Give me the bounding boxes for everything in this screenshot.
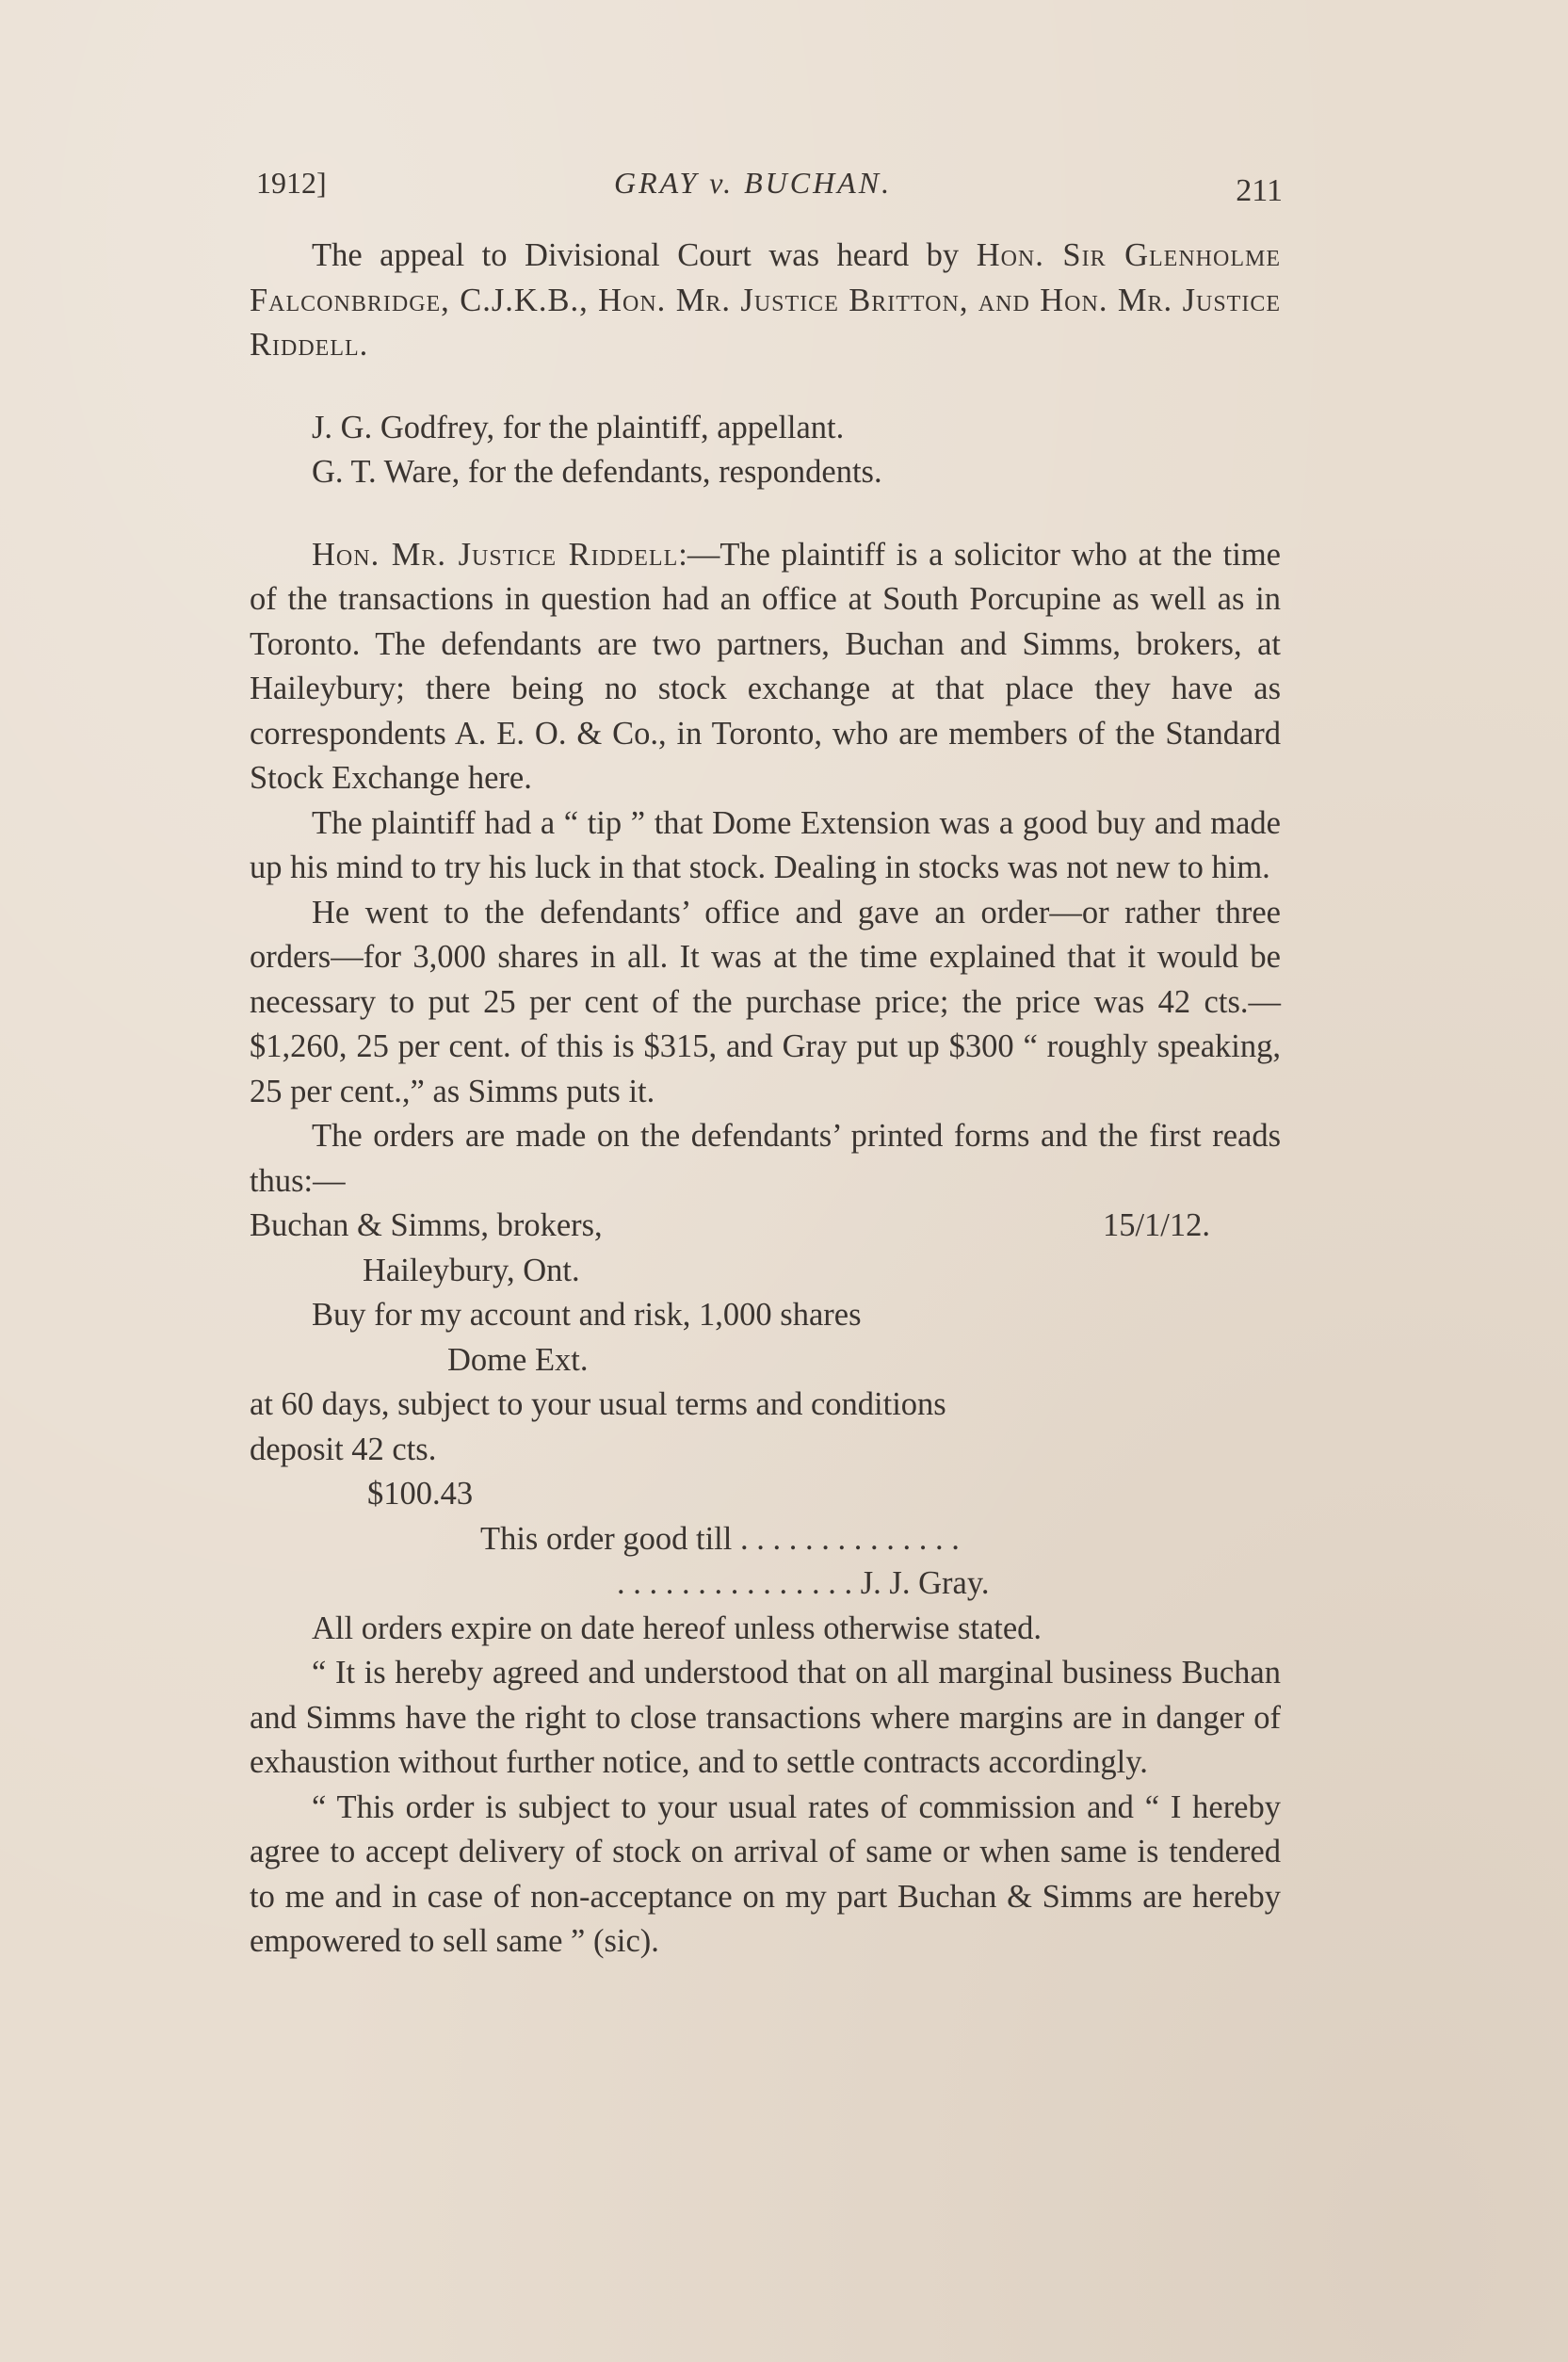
closing-paragraph-1: All orders expire on date hereof unless otherwise stated.	[312, 1610, 1043, 1646]
page-number: 211	[1236, 173, 1283, 208]
order-signature: . . . . . . . . . . . . . . . J. J. Gray.	[617, 1565, 990, 1601]
closing-paragraph-2: “ It is hereby agreed and understood that on all marginal business Buchan and Simms have the right to close transactions where margins are in danger of exhaustion without further notice, and to settle contracts accordingly.	[250, 1655, 1281, 1780]
court-paragraph-prefix: The appeal to Divisional Court was heard by	[312, 237, 977, 273]
counsel-defendants: G. T. Ware, for the defendants, respondents.	[312, 454, 882, 490]
order-location: Haileybury, Ont.	[363, 1252, 580, 1288]
body-text	[250, 234, 1281, 1965]
judgment-paragraph-1-text: :—The plaintiff is a solicitor who at the time of the transactions in question had an office at South Porcupine as well as in Toronto. The defendants are two partners, Buchan and Simms, brokers, at Haileybury; there being no stock exchange at that place they have as correspondents A. E. O. & Co., in Toronto, who are members of the Standard Stock Exchange here.	[250, 536, 1281, 796]
order-instruction: Buy for my account and risk, 1,000 shares	[312, 1297, 862, 1333]
judgment-paragraph-1	[250, 533, 1281, 801]
judgment-paragraph-4: The orders are made on the defendants’ printed forms and the first reads thus:—	[250, 1118, 1281, 1199]
order-amount: $100.43	[367, 1476, 474, 1512]
court-judges: Hon. Sir Glenholme Falconbridge, C.J.K.B., Hon. Mr. Justice Britton, and Hon. Mr. Justice Riddell.	[250, 237, 1281, 363]
header-title: GRAY v. BUCHAN.	[614, 166, 893, 200]
header-year: 1912]	[256, 166, 327, 200]
order-terms-line-2: deposit 42 cts.	[250, 1431, 437, 1467]
order-stock: Dome Ext.	[447, 1341, 589, 1378]
order-terms-line-1: at 60 days, subject to your usual terms and conditions	[250, 1386, 946, 1422]
order-date: 15/1/12.	[1102, 1207, 1210, 1243]
order-addressee: Buchan & Simms, brokers,	[250, 1207, 603, 1243]
order-form-header	[250, 1204, 1281, 1249]
judgment-paragraph-2: The plaintiff had a “ tip ” that Dome Extension was a good buy and made up his mind to try his luck in that stock. Dealing in stocks was not new to him.	[250, 804, 1281, 885]
running-header	[256, 166, 1283, 213]
judgment-speaker: Hon. Mr. Justice Riddell	[312, 536, 679, 573]
judgment-paragraph-3: He went to the defendants’ office and gave an order—or rather three orders—for 3,000 shares in all. It was at the time explained that it would be necessary to put 25 per cent of the purchase price; the price was 42 cts.—$1,260, 25 per cent. of this is $315, and Gray put up $300 “ roughly speaking, 25 per cent.,” as Simms puts it.	[250, 894, 1281, 1109]
closing-paragraph-3: “ This order is subject to your usual rates of commission and “ I hereby agree to accept delivery of stock on arrival of same or when same is tendered to me and in case of non-acceptance on my part Buchan & Simms are hereby empowered to sell same ” (sic).	[250, 1788, 1281, 1959]
order-good-till: This order good till . . . . . . . . . . . . . .	[480, 1520, 960, 1557]
counsel-plaintiff: J. G. Godfrey, for the plaintiff, appellant.	[312, 409, 845, 445]
court-paragraph	[250, 234, 1281, 368]
